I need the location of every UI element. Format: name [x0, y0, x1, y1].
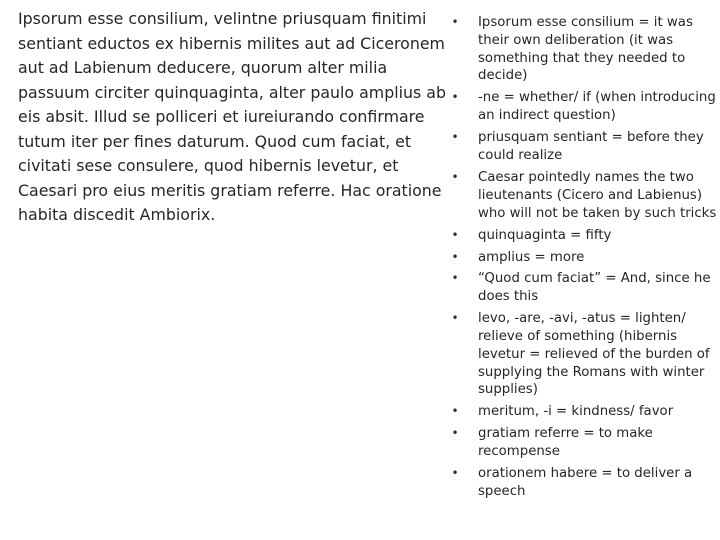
bullet-icon: • [451, 249, 459, 264]
note-text: priusquam sentiant = before they could realize [478, 130, 704, 163]
note-text: orationem habere = to deliver a speech [478, 466, 693, 499]
vocabulary-notes-list [450, 14, 718, 505]
bullet-icon: • [451, 311, 459, 326]
bullet-icon: • [451, 227, 459, 242]
note-item [450, 129, 718, 165]
note-text: meritum, -i = kindness/ favor [478, 404, 674, 420]
note-item [450, 425, 718, 461]
note-item [450, 227, 718, 245]
note-text: Caesar pointedly names the two lieutenants (Cicero and Labienus) who will not be taken by such tricks [478, 169, 717, 221]
bullet-icon: • [451, 466, 459, 481]
note-text: gratiam referre = to make recompense [478, 426, 653, 460]
note-item [450, 270, 718, 306]
bullet-icon: • [451, 271, 459, 286]
note-item [450, 465, 718, 501]
note-text: quinquaginta = fifty [478, 227, 612, 243]
note-item [450, 14, 718, 85]
bullet-icon: • [451, 15, 459, 29]
bullet-icon: • [451, 404, 459, 419]
bullet-icon: • [451, 90, 459, 105]
note-text: “Quod cum faciat” = And, since he does this [478, 271, 711, 305]
note-item [450, 403, 718, 421]
bullet-icon: • [451, 169, 459, 184]
note-text: -ne = whether/ if (when introducing an indirect question) [478, 90, 716, 124]
bullet-icon: • [451, 130, 459, 145]
bullet-icon: • [451, 426, 459, 441]
latin-passage: Ipsorum esse consilium, velintne priusquam finitimi sentiant eductos ex hibernis milites aut ad Ciceronem aut ad Labienum deducere, quorum alter milia passuum circiter quinquaginta, alter paulo amplius ab eis absit. Illud se polliceri et iureiurando confirmare tutum iter per fines daturum. Quod cum faciat, et civitati sese consulere, quod hibernis levetur, et Caesari pro eius meritis gratiam referre. Hac oratione habita discedit Ambiorix. [18, 9, 446, 224]
note-item [450, 310, 718, 399]
note-text: amplius = more [478, 249, 585, 265]
note-text: Ipsorum esse consilium = it was their own deliberation (it was something that they needed to decide) [478, 15, 693, 84]
note-item [450, 89, 718, 125]
note-item [450, 249, 718, 267]
note-item [450, 169, 718, 222]
note-text: levo, -are, -avi, -atus = lighten/ relieve of something (hibernis levetur = relieved of the burden of supplying the Romans with winter supplies) [478, 311, 710, 398]
